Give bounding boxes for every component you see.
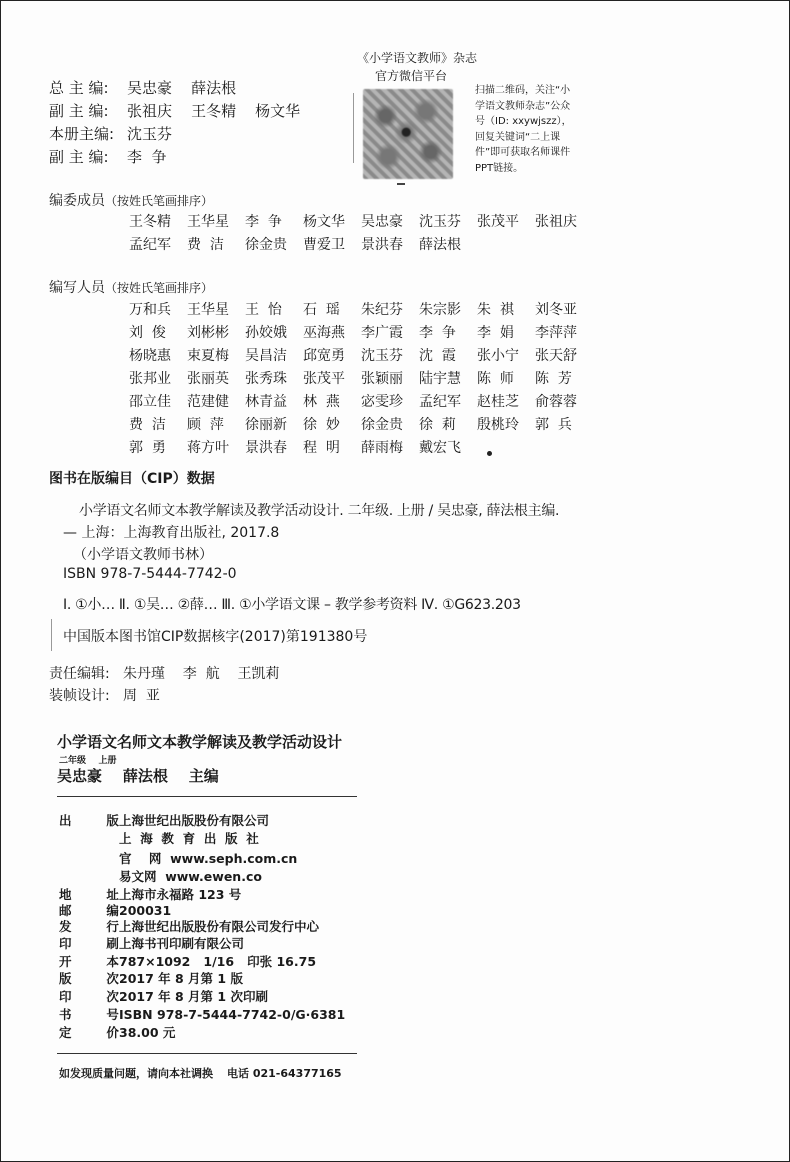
writers-note: （按姓氏笔画排序） xyxy=(105,281,214,295)
member-name: 王冬精 xyxy=(129,214,171,230)
editor-label: 本册主编: xyxy=(49,125,115,143)
names-row xyxy=(129,391,593,414)
pub-value: ISBN 978-7-5444-7742-0/G·6381 xyxy=(119,1007,346,1022)
member-name: 张祖庆 xyxy=(535,214,577,230)
writer-name: 邱宽勇 xyxy=(303,348,345,364)
writer-name: 薛雨梅 xyxy=(361,440,403,456)
pub-value: 200031 xyxy=(119,903,172,918)
writer-name: 陆宇慧 xyxy=(419,371,461,387)
writer-name: 范建健 xyxy=(187,394,229,410)
book-title: 小学语文名师文本教学解读及教学活动设计 xyxy=(57,733,343,751)
pub-value: 38.00 元 xyxy=(119,1025,176,1040)
scan-edge-line xyxy=(353,93,354,163)
names-row xyxy=(129,414,593,437)
cip-record: 中国版本图书馆CIP数据核字(2017)第191380号 xyxy=(63,629,368,645)
writer-name: 张邦业 xyxy=(129,371,171,387)
writers-names xyxy=(129,299,593,460)
writer-name: 陈 师 xyxy=(477,371,514,387)
writer-name: 朱宗影 xyxy=(419,302,461,318)
cip-line2: — 上海：上海教育出版社, 2017.8 xyxy=(63,525,280,541)
names-row xyxy=(129,322,593,345)
names-row xyxy=(129,234,593,257)
writer-name: 戴宏飞 xyxy=(419,440,461,456)
pub-value: 2017 年 8 月第 1 次印刷 xyxy=(119,989,268,1004)
writer-name: 张天舒 xyxy=(535,348,577,364)
committee-label: 编委成员 xyxy=(49,193,105,209)
qr-desc-line: 件”即可获取名师课件 xyxy=(475,147,571,158)
writer-name: 徐金贵 xyxy=(361,417,403,433)
pub-row xyxy=(59,917,319,935)
committee-note: （按姓氏笔画排序） xyxy=(105,194,214,208)
qr-desc-line: PPT链接。 xyxy=(475,162,524,174)
cip-line4: ISBN 978-7-5444-7742-0 xyxy=(63,566,237,582)
pub-key: 开 本 xyxy=(59,954,119,969)
pub-value: 上 海 教 育 出 版 社 xyxy=(119,831,259,846)
writer-name: 朱纪芬 xyxy=(361,302,403,318)
writer-name: 殷桃玲 xyxy=(477,417,519,433)
scan-mark xyxy=(397,183,405,185)
writer-name: 张小宁 xyxy=(477,348,519,364)
editor-names: 李 争 xyxy=(127,148,167,166)
pub-key: 书 号 xyxy=(59,1007,119,1022)
writer-name: 李 娟 xyxy=(477,325,514,341)
member-name: 曹爱卫 xyxy=(303,237,345,253)
writer-name: 束夏梅 xyxy=(187,348,229,364)
staff-label: 责任编辑: xyxy=(49,666,110,682)
writer-name: 张丽英 xyxy=(187,371,229,387)
pub-row xyxy=(59,987,268,1005)
writer-name: 郭 兵 xyxy=(535,417,572,433)
writer-name: 王 怡 xyxy=(245,302,282,318)
writer-name: 徐 莉 xyxy=(419,417,456,433)
writer-name: 顾 萍 xyxy=(187,417,224,433)
qr-desc-line: 回复关键词“二上课 xyxy=(475,131,561,143)
editor-names: 吴忠豪 薛法根 xyxy=(127,79,237,97)
writer-name: 徐丽新 xyxy=(245,417,287,433)
names-row xyxy=(129,211,593,234)
writer-name: 刘 俊 xyxy=(129,325,166,341)
pub-row xyxy=(59,934,244,952)
qr-desc-line: 扫描二维码，关注“小 xyxy=(475,85,571,96)
writer-name: 李广霞 xyxy=(361,325,403,341)
pub-row xyxy=(59,952,316,970)
cip-line3: （小学语文教师书林） xyxy=(73,547,213,563)
names-row xyxy=(129,368,593,391)
writer-name: 张茂平 xyxy=(303,371,345,387)
names-row xyxy=(129,437,593,460)
committee-names xyxy=(129,211,593,257)
member-name: 张茂平 xyxy=(477,214,519,230)
pub-value: 易文网 www.ewen.co xyxy=(119,869,262,884)
editor-label: 总 主 编: xyxy=(49,79,109,97)
book-subtitle: 二年级 上册 xyxy=(59,756,117,766)
pub-key: 版 次 xyxy=(59,971,119,986)
writer-name: 费 洁 xyxy=(129,417,166,433)
writer-name: 杨晓惠 xyxy=(129,348,171,364)
editor-label: 副 主 编: xyxy=(49,148,109,166)
writer-name: 徐 妙 xyxy=(303,417,340,433)
writer-name: 石 瑶 xyxy=(303,302,340,318)
footer-notice: 如发现质量问题，请向本社调换 xyxy=(59,1067,213,1080)
writer-name: 孟纪军 xyxy=(419,394,461,410)
pub-key: 邮 编 xyxy=(59,903,119,918)
editor-names: 张祖庆 王冬精 杨文华 xyxy=(127,102,301,120)
member-name: 吴忠豪 xyxy=(361,214,403,230)
member-name: 李 争 xyxy=(245,214,282,230)
pub-key: 发 行 xyxy=(59,919,119,934)
qr-title-line1: 《小学语文教师》杂志 xyxy=(357,51,478,65)
editor-row xyxy=(49,77,236,98)
pub-row xyxy=(59,969,243,987)
writer-name: 李萍萍 xyxy=(535,325,577,341)
member-name: 王华星 xyxy=(187,214,229,230)
pub-row xyxy=(59,1005,345,1023)
pub-value: 上海书刊印刷有限公司 xyxy=(119,936,245,951)
editor-row xyxy=(49,146,167,167)
member-name: 沈玉芬 xyxy=(419,214,461,230)
pub-value: 2017 年 8 月第 1 版 xyxy=(119,971,243,986)
qr-code-image xyxy=(363,89,453,179)
staff-row xyxy=(49,663,280,683)
writer-name: 赵桂芝 xyxy=(477,394,519,410)
divider-top xyxy=(57,796,357,797)
writer-name: 沈 霞 xyxy=(419,348,456,364)
writer-name: 景洪春 xyxy=(245,440,287,456)
editor-label: 副 主 编: xyxy=(49,102,109,120)
pub-value: 官 网 www.seph.com.cn xyxy=(119,851,298,866)
writer-name: 王华星 xyxy=(187,302,229,318)
qr-description xyxy=(475,83,572,176)
cip-line1: 小学语文名师文本教学解读及教学活动设计. 二年级. 上册 / 吴忠豪, 薛法根主编. xyxy=(79,503,560,519)
writer-name: 宓雯珍 xyxy=(361,394,403,410)
writer-name: 吴昌洁 xyxy=(245,348,287,364)
writer-name: 刘彬彬 xyxy=(187,325,229,341)
pub-key: 印 次 xyxy=(59,989,119,1004)
staff-names: 朱丹瑾 李 航 王凯莉 xyxy=(123,666,280,682)
member-name: 孟纪军 xyxy=(129,237,171,253)
qr-desc-line: 号（ID: xxywjszz）， xyxy=(475,116,572,127)
pub-value: 787×1092 1/16 印张 16.75 xyxy=(119,954,317,969)
member-name: 景洪春 xyxy=(361,237,403,253)
writer-name: 林 燕 xyxy=(303,394,340,410)
pub-key: 定 价 xyxy=(59,1025,119,1040)
staff-label: 装帧设计: xyxy=(49,688,110,704)
writer-name: 程 明 xyxy=(303,440,340,456)
writer-name: 陈 芳 xyxy=(535,371,572,387)
qr-title-line2: 官方微信平台 xyxy=(375,69,448,83)
writer-name: 巫海燕 xyxy=(303,325,345,341)
editor-row xyxy=(49,100,300,121)
editor-row xyxy=(49,123,172,144)
book-authors: 吴忠豪 薛法根 主编 xyxy=(57,767,219,785)
writers-heading xyxy=(49,277,213,297)
names-row xyxy=(129,345,593,368)
names-row xyxy=(129,299,593,322)
pub-row xyxy=(59,811,269,829)
writer-name: 孙姣娥 xyxy=(245,325,287,341)
pub-row xyxy=(59,849,297,867)
pub-key: 印 刷 xyxy=(59,936,119,951)
writer-name: 张颖丽 xyxy=(361,371,403,387)
qr-desc-line: 学语文教师杂志”公众 xyxy=(475,100,571,112)
pub-row xyxy=(59,1023,175,1041)
writer-name: 刘冬亚 xyxy=(535,302,577,318)
writer-name: 沈玉芬 xyxy=(361,348,403,364)
pub-key: 地 址 xyxy=(59,887,119,902)
pub-value: 上海世纪出版股份有限公司 xyxy=(119,813,270,828)
cip-heading: 图书在版编目（CIP）数据 xyxy=(49,471,215,487)
writer-name: 张秀珠 xyxy=(245,371,287,387)
writer-name: 万和兵 xyxy=(129,302,171,318)
footer-line xyxy=(59,1065,342,1081)
writer-name: 郭 勇 xyxy=(129,440,166,456)
member-name: 薛法根 xyxy=(419,237,461,253)
writer-name: 蒋方叶 xyxy=(187,440,229,456)
divider-bottom xyxy=(57,1053,357,1054)
cip-classification: Ⅰ. ①小… Ⅱ. ①吴… ②薛… Ⅲ. ①小学语文课 – 教学参考资料 Ⅳ. ①G623.203 xyxy=(63,597,521,613)
pub-value: 上海市永福路 123 号 xyxy=(119,887,242,902)
writer-name: 李 争 xyxy=(419,325,456,341)
committee-heading xyxy=(49,190,213,210)
staff-names: 周 亚 xyxy=(123,688,160,704)
pub-key: 出 版 xyxy=(59,813,119,828)
writer-name: 邵立佳 xyxy=(129,394,171,410)
member-name: 费 洁 xyxy=(187,237,224,253)
pub-value: 上海世纪出版股份有限公司发行中心 xyxy=(119,919,320,934)
pub-row xyxy=(59,867,262,885)
writer-name: 朱 祺 xyxy=(477,302,514,318)
dot-mark xyxy=(487,451,492,456)
writer-name: 林青益 xyxy=(245,394,287,410)
pub-row xyxy=(59,829,259,847)
cip-edge-line xyxy=(51,619,52,651)
writers-label: 编写人员 xyxy=(49,280,105,296)
staff-row xyxy=(49,685,160,705)
writer-name: 俞蓉蓉 xyxy=(535,394,577,410)
footer-phone: 电话 021-64377165 xyxy=(227,1067,342,1080)
member-name: 杨文华 xyxy=(303,214,345,230)
editor-names: 沈玉芬 xyxy=(127,125,173,143)
member-name: 徐金贵 xyxy=(245,237,287,253)
